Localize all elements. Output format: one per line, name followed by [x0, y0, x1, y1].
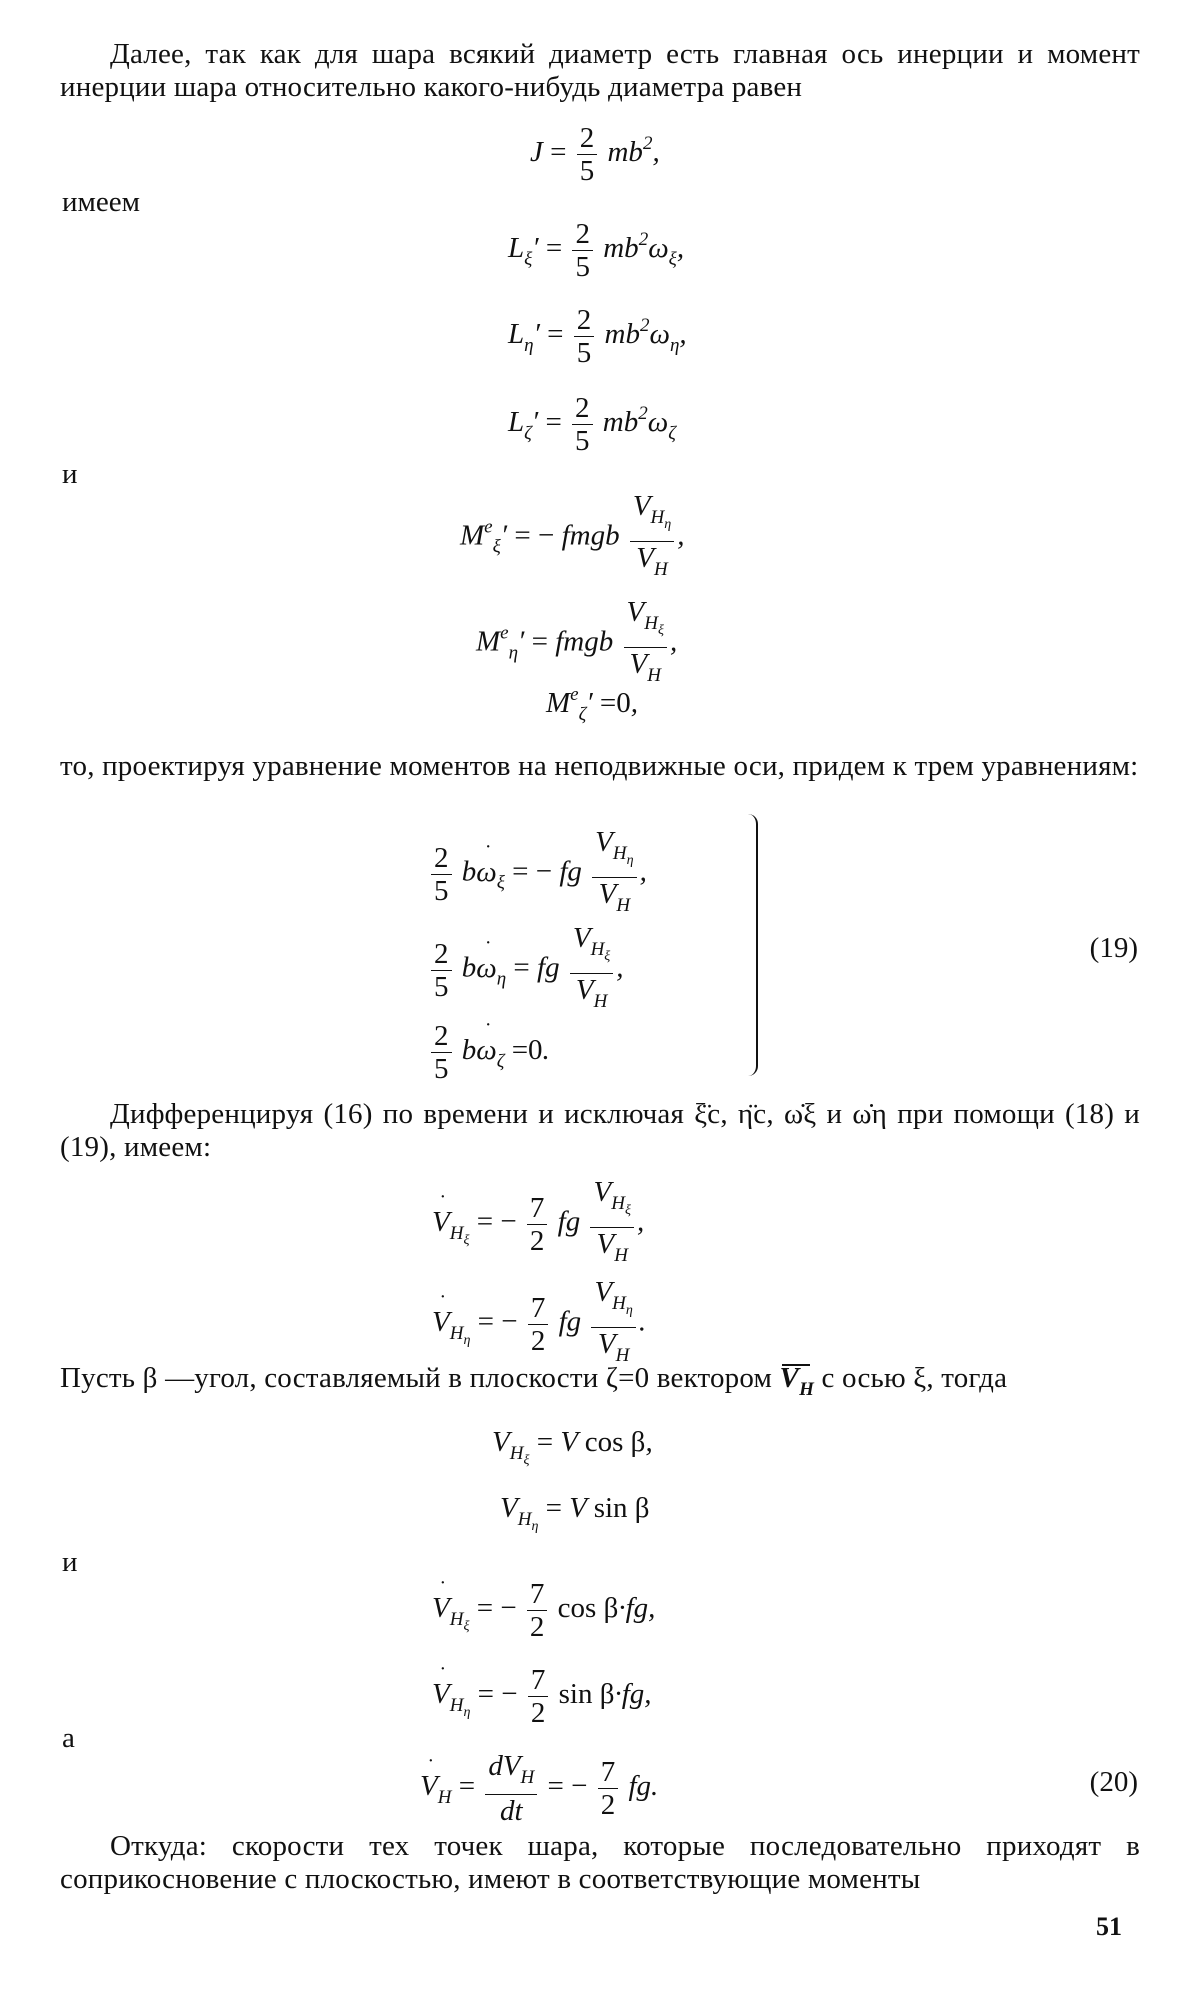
symbol: 2 [600, 1789, 616, 1821]
symbol: b [461, 951, 477, 984]
paragraph-2: то, проектируя уравнение моментов на неподвижные оси, придем к трем уравнениям: [60, 750, 1139, 782]
word-i-2: и [62, 1546, 78, 1578]
fraction [528, 1292, 549, 1357]
symbol: H [647, 665, 661, 686]
symbol: = [545, 232, 563, 265]
symbol: η [664, 517, 672, 532]
symbol: η [626, 853, 634, 868]
symbol: − [537, 519, 555, 552]
fraction [431, 1020, 452, 1085]
symbol: η [524, 335, 534, 357]
symbol: 5 [434, 1053, 449, 1085]
symbol: fg [537, 951, 560, 984]
symbol: η [669, 335, 680, 357]
symbol: = [531, 625, 548, 658]
symbol: 2 [638, 229, 649, 251]
page-number: 51 [1096, 1912, 1122, 1941]
symbol: 7 [598, 1756, 619, 1789]
fraction [591, 1276, 635, 1372]
symbol: e [570, 684, 579, 705]
equation-m-zeta: $M^e_\zeta' =0$, [546, 684, 639, 725]
symbol: L [508, 318, 525, 351]
symbol: V [593, 1176, 612, 1208]
equation-inertia: J = $\frac{2}{5}$ $mb^2$, [530, 122, 660, 187]
symbol: M [476, 625, 501, 658]
equation-l-eta: $L_\eta'$ = $\frac{2}{5}$ $mb^2\omega_\eta$, [508, 304, 687, 369]
symbol: = [550, 136, 567, 169]
fraction [431, 842, 452, 907]
equation-vh-xi-cos: $V_{H_\xi} = V$ cos β, [492, 1426, 653, 1468]
fraction [577, 122, 598, 187]
symbol: H [509, 1443, 524, 1464]
equation-l-xi: $L_\xi'$ = $\frac{2}{5}$ $mb^2\omega_\xi$, [508, 218, 685, 283]
symbol: 2 [530, 1697, 546, 1729]
symbol: 0 [528, 1034, 543, 1067]
symbol: η [463, 1332, 471, 1348]
symbol: 5 [434, 970, 449, 1003]
symbol: 2 [572, 218, 593, 251]
symbol: = [545, 406, 562, 439]
system-brace [742, 814, 758, 1076]
fraction [598, 1756, 619, 1821]
symbol: H [615, 1345, 630, 1366]
word-imeem: имеем [62, 186, 140, 218]
symbol: ˙ ω [476, 952, 496, 984]
symbol: H [449, 1322, 464, 1344]
symbol: = [547, 1770, 564, 1803]
symbol: = [511, 1034, 529, 1067]
symbol: − [501, 1678, 518, 1711]
symbol: H [593, 991, 608, 1012]
symbol: = [477, 1305, 495, 1338]
fraction [572, 392, 593, 457]
equation-vh-eta-sin [500, 1492, 650, 1535]
symbol: V [500, 1492, 518, 1524]
symbol: 5 [575, 251, 590, 283]
symbol: ξ [523, 1453, 530, 1468]
symbol: b [461, 1034, 477, 1067]
equation-19-b: $\frac{2}{5}$ b˙ $\omega_\eta$ = fg $\frac{V_{H_\xi}}{V_H}$ , [428, 922, 624, 1018]
symbol: fg [559, 855, 582, 888]
equation-vdot-h-xi: ˙ $V_{H_\xi}$ = − $\frac{7}{2}$ fg $\frac{V_{H_\xi}}{V_H}$ , [432, 1176, 644, 1272]
symbol: V [569, 1492, 587, 1524]
symbol: = [512, 855, 529, 888]
symbol: = [477, 1678, 495, 1711]
equation-m-eta: $M^e_\eta'$ = fmgb $\frac{V_{H_\xi}}{V_H}$ , [476, 596, 677, 692]
symbol: cos β [557, 1592, 619, 1625]
symbol: = [547, 318, 564, 351]
symbol: = [536, 1426, 554, 1458]
symbol: 5 [575, 425, 590, 457]
symbol: H [612, 1293, 626, 1314]
symbol: ˙ V [432, 1306, 450, 1338]
symbol: H [449, 1222, 464, 1244]
symbol: V [636, 542, 654, 574]
symbol: H [517, 1509, 532, 1530]
symbol: 2 [638, 403, 648, 425]
symbol: b [461, 855, 477, 888]
symbol: 2 [529, 1224, 545, 1257]
fraction [431, 938, 452, 1003]
symbol: fg [628, 1770, 652, 1803]
symbol: V [626, 596, 645, 628]
symbol: 7 [527, 1192, 548, 1225]
symbol: 5 [579, 155, 595, 187]
symbol: η [508, 642, 519, 664]
symbol: ζ [668, 423, 676, 445]
equation-19-c: $\frac{2}{5}$ b˙ $\omega_\zeta =0$. [428, 1020, 550, 1085]
symbol: H [590, 939, 605, 960]
symbol: fmgb [561, 519, 620, 552]
symbol: ζ [524, 423, 532, 445]
symbol: V [632, 490, 651, 522]
symbol: fmgb [555, 625, 614, 658]
symbol: = [599, 687, 617, 719]
equation-19-a: $\frac{2}{5}$ b˙ $\omega_\xi$ = − fg $\frac{V_{H_\eta}}{V_H}$ , [428, 826, 647, 922]
symbol: H [520, 1767, 535, 1788]
fraction [630, 490, 674, 586]
equation-vdot-h-xi-cos: ˙ $V_{H_\xi}$ = − $\frac{7}{2}$ cos β·fg, [432, 1578, 655, 1643]
equation-vdot-h-eta: ˙ $V_{H_\eta}$ = − $\frac{7}{2}$ fg $\frac{V_{H_\eta}}{V_H}$ . [432, 1276, 646, 1372]
symbol: H [611, 1193, 625, 1214]
symbol: ξ [524, 249, 533, 271]
word-i-1: и [62, 458, 78, 490]
symbol: − [500, 1592, 517, 1625]
symbol: 2 [529, 1611, 545, 1643]
symbol: V [594, 1276, 613, 1308]
symbol: mb [603, 232, 639, 265]
symbol: 2 [577, 122, 598, 155]
symbol: V [492, 1426, 510, 1458]
symbol: ˙ ω [476, 1034, 496, 1066]
symbol: = [476, 1592, 494, 1625]
symbol: H [654, 559, 668, 580]
symbol: 5 [434, 874, 449, 907]
symbol: ω [647, 406, 669, 439]
symbol: ξ [657, 623, 664, 638]
symbol: H [612, 843, 627, 864]
symbol: cos β [584, 1426, 646, 1458]
symbol: H [799, 1379, 815, 1400]
symbol: fg [558, 1305, 582, 1338]
symbol: H [650, 507, 665, 528]
symbol: ˙ V [432, 1206, 450, 1238]
symbol: 2 [642, 133, 653, 155]
fraction [572, 218, 593, 283]
symbol: ξ [604, 949, 611, 964]
symbol: η [625, 1303, 633, 1318]
vector-vh [780, 1362, 815, 1406]
symbol: 2 [431, 938, 452, 971]
symbol: dV [488, 1750, 521, 1782]
symbol: = [514, 519, 531, 552]
word-a: а [62, 1722, 75, 1754]
equation-20: ˙ $V_H$ = $\frac{dV_H}{dt}$ = − $\frac{7}{2}$ fg. [420, 1750, 658, 1827]
symbol: fg [625, 1592, 649, 1625]
fraction [528, 1664, 549, 1729]
symbol: ω [649, 318, 670, 351]
symbol: V [779, 1362, 800, 1394]
symbol: = [476, 1205, 494, 1238]
symbol: H [449, 1609, 464, 1631]
symbol: 7 [528, 1664, 549, 1697]
symbol: 7 [527, 1578, 548, 1611]
fraction [485, 1750, 537, 1827]
symbol: − [571, 1770, 588, 1803]
paragraph-1: Далее, так как для шара всякий диаметр есть главная ось инерции и момент инерции шара относительно какого-нибудь диаметра равен [60, 38, 1140, 103]
symbol: dt [500, 1795, 523, 1827]
symbol: ξ [496, 872, 505, 894]
text-run: Пусть β —угол, составляемый в плоскости ζ=0 вектором [60, 1362, 773, 1394]
symbol: ω [648, 232, 669, 265]
symbol: = [545, 1492, 563, 1524]
symbol: ξ [463, 1619, 470, 1635]
symbol: e [484, 516, 493, 538]
symbol: M [460, 519, 485, 552]
fraction [592, 826, 636, 922]
symbol: fg [557, 1205, 581, 1238]
fraction [570, 922, 613, 1018]
fraction [527, 1192, 548, 1257]
symbol: 2 [574, 304, 595, 337]
symbol: η [496, 968, 507, 990]
symbol: = [458, 1770, 476, 1803]
symbol: V [572, 922, 591, 954]
fraction [574, 304, 595, 369]
symbol: 5 [576, 337, 592, 369]
symbol: V [560, 1426, 578, 1458]
symbol: H [437, 1787, 452, 1809]
symbol: − [501, 1305, 518, 1338]
symbol: V [575, 974, 594, 1006]
symbol: ζ [496, 1051, 505, 1073]
symbol: ξ [624, 1203, 631, 1218]
symbol: V [597, 1328, 616, 1360]
paragraph-5: Откуда: скорости тех точек шара, которые последовательно приходят в соприкосновение с плоскостью, имеют в соответствующие моменты [60, 1830, 1140, 1895]
symbol: fg [621, 1678, 645, 1711]
symbol: e [500, 622, 509, 644]
symbol: H [614, 1245, 628, 1266]
symbol: mb [607, 136, 643, 169]
symbol: ξ [668, 249, 677, 271]
symbol: ˙ ω [476, 856, 496, 888]
symbol: η [531, 1519, 539, 1534]
symbol: V [595, 826, 613, 858]
symbol: ˙ V [432, 1592, 450, 1624]
symbol: L [508, 406, 525, 439]
symbol: V [596, 1228, 615, 1260]
symbol: − [535, 855, 553, 888]
equation-vdot-h-eta-sin: ˙ $V_{H_\eta}$ = − $\frac{7}{2}$ sin β·fg, [432, 1664, 652, 1729]
symbol: ˙ V [432, 1678, 450, 1710]
symbol: V [598, 878, 617, 910]
symbol: − [500, 1205, 517, 1238]
symbol: 2 [431, 842, 452, 875]
equation-l-zeta: $L_\zeta'$ = $\frac{2}{5}$ $mb^2\omega_\zeta$ [508, 392, 676, 457]
symbol: ξ [492, 536, 501, 558]
text-run: с осью ξ, тогда [821, 1362, 1008, 1394]
symbol: 2 [572, 392, 593, 425]
symbol: 2 [530, 1324, 546, 1357]
symbol: η [463, 1705, 471, 1721]
symbol: ξ [463, 1232, 470, 1248]
symbol: = [513, 951, 530, 984]
symbol: 7 [528, 1292, 549, 1325]
symbol: M [546, 687, 571, 719]
symbol: ˙ V [420, 1770, 438, 1802]
symbol: H [616, 895, 631, 916]
symbol: L [508, 232, 525, 265]
equation-number-19: (19) [1089, 932, 1138, 964]
fraction [590, 1176, 633, 1272]
symbol: sin β [558, 1678, 615, 1711]
symbol: V [629, 648, 648, 680]
symbol: H [449, 1695, 464, 1717]
fraction [527, 1578, 548, 1643]
symbol: 2 [639, 315, 650, 337]
symbol: sin β [593, 1492, 650, 1524]
symbol: ζ [578, 704, 587, 725]
equation-number-20: (20) [1089, 1766, 1138, 1798]
paragraph-4 [60, 1362, 1140, 1406]
symbol: H [644, 613, 658, 634]
symbol: J [530, 136, 543, 169]
symbol: 2 [431, 1020, 452, 1053]
equation-m-xi: $M^e_\xi'$ = − fmgb $\frac{V_{H_\eta}}{V_H}$ , [460, 490, 684, 586]
paragraph-3: Дифференцируя (16) по времени и исключая ξ̈c, η̈c, ω̇ξ и ω̇η при помощи (18) и (19), имеем: [60, 1098, 1140, 1163]
symbol: mb [604, 318, 640, 351]
symbol: mb [602, 406, 639, 439]
fraction [624, 596, 667, 692]
symbol: 0 [616, 687, 631, 719]
